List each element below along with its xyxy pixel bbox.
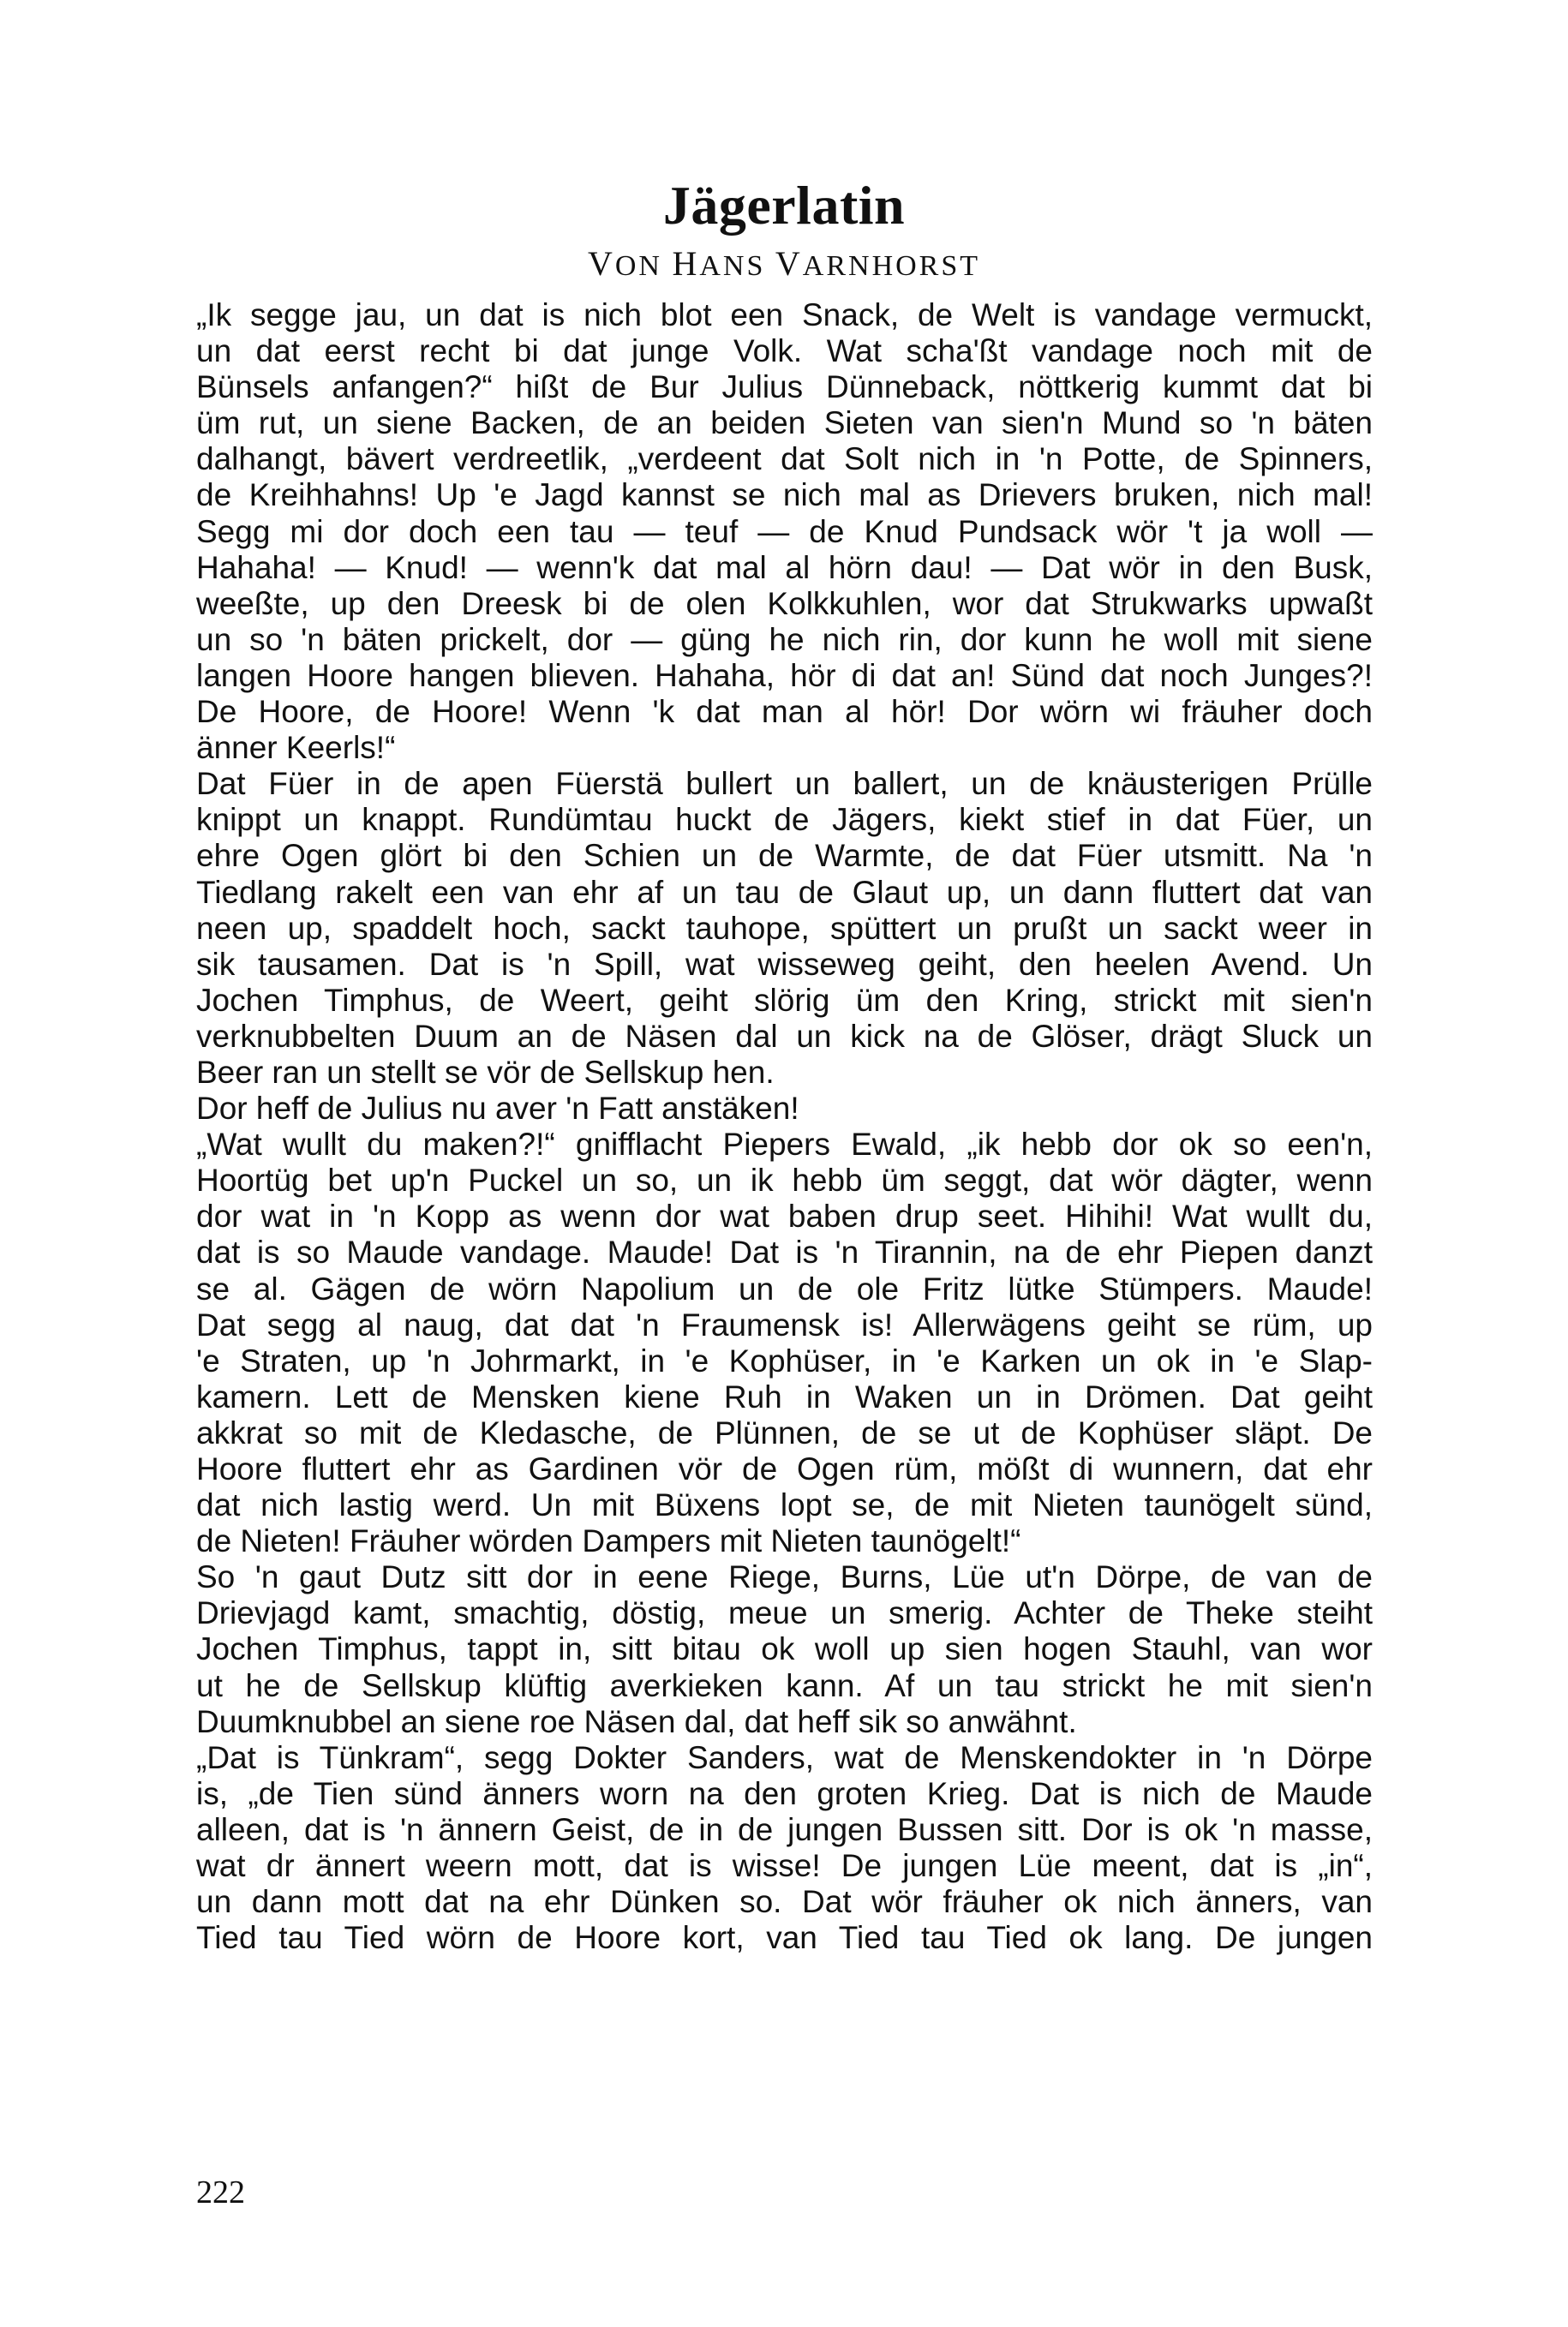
text-line: weeßte, up den Dreesk bi de olen Kolkkuhlen, wor dat Strukwarks upwaßt bbox=[196, 585, 1373, 621]
text-line: dat nich lastig werd. Un mit Büxens lopt se, de mit Nieten taunögelt sünd, bbox=[196, 1487, 1373, 1523]
text-line: Dat Füer in de apen Füerstä bullert un ballert, un de knäusterigen Prülle bbox=[196, 766, 1373, 802]
text-line: Hoortüg bet up'n Puckel un so, un ik hebb üm seggt, dat wör dägter, wenn bbox=[196, 1163, 1373, 1199]
author-part-2: ANS bbox=[699, 250, 775, 282]
text-line: 'e Straten, up 'n Johrmarkt, in 'e Kophüser, in 'e Karken un ok in 'e Slap- bbox=[196, 1343, 1373, 1379]
text-line: akkrat so mit de Kledasche, de Plünnen, de se ut de Kophüser släpt. De bbox=[196, 1415, 1373, 1451]
text-line: Dat segg al naug, dat dat 'n Fraumensk is! Allerwägens geiht se rüm, up bbox=[196, 1307, 1373, 1343]
article-title: Jägerlatin bbox=[662, 175, 906, 236]
author-initial-2: H bbox=[672, 244, 700, 283]
text-line: Hoore fluttert ehr as Gardinen vör de Ogen rüm, mößt di wunnern, dat ehr bbox=[196, 1451, 1373, 1487]
text-line: „Ik segge jau, un dat is nich blot een Snack, de Welt is vandage vermuckt, bbox=[196, 297, 1373, 332]
text-line: änner Keerls!“ bbox=[196, 730, 396, 766]
text-line: „Dat is Tünkram“, segg Dokter Sanders, wat de Menskendokter in 'n Dörpe bbox=[196, 1739, 1373, 1775]
text-line: Tiedlang rakelt een van ehr af un tau de Glaut up, un dann fluttert dat van bbox=[196, 874, 1373, 910]
text-line: de Nieten! Fräuher wörden Dampers mit Nieten taunögelt!“ bbox=[196, 1523, 1021, 1559]
text-line: langen Hoore hangen blieven. Hahaha, hör di dat an! Sünd dat noch Junges?! bbox=[196, 657, 1373, 693]
text-line: Drievjagd kamt, smachtig, döstig, meue un smerig. Achter de Theke steiht bbox=[196, 1595, 1373, 1631]
text-line: is, „de Tien sünd änners worn na den groten Krieg. Dat is nich de Maude bbox=[196, 1775, 1373, 1811]
text-line: kamern. Lett de Mensken kiene Ruh in Waken un in Drömen. Dat geiht bbox=[196, 1379, 1373, 1415]
text-line: knippt un knappt. Rundümtau huckt de Jägers, kiekt stief in dat Füer, un bbox=[196, 802, 1373, 838]
author-initial-3: V bbox=[775, 244, 803, 283]
text-line: üm rut, un siene Backen, de an beiden Sieten van sien'n Mund so 'n bäten bbox=[196, 405, 1373, 441]
text-line: dat is so Maude vandage. Maude! Dat is 'n Tirannin, na de ehr Piepen danzt bbox=[196, 1235, 1373, 1271]
article-author bbox=[0, 240, 1568, 290]
text-line: sik tausamen. Dat is 'n Spill, wat wisseweg geiht, den heelen Avend. Un bbox=[196, 946, 1373, 982]
text-line: dor wat in 'n Kopp as wenn dor wat baben drup seet. Hihihi! Wat wullt du, bbox=[196, 1199, 1373, 1235]
text-line: un dat eerst recht bi dat junge Volk. Wat scha'ßt vandage noch mit de bbox=[196, 333, 1373, 369]
text-line: un so 'n bäten prickelt, dor — güng he nich rin, dor kunn he woll mit siene bbox=[196, 621, 1373, 657]
text-line: Segg mi dor doch een tau — teuf — de Knud Pundsack wör 't ja woll — bbox=[196, 513, 1373, 549]
text-line: Hahaha! — Knud! — wenn'k dat mal al hörn dau! — Dat wör in den Busk, bbox=[196, 549, 1373, 585]
author-initial-1: V bbox=[587, 244, 615, 283]
text-line: se al. Gägen de wörn Napolium un de ole Fritz lütke Stümpers. Maude! bbox=[196, 1271, 1373, 1307]
body-text bbox=[196, 297, 1373, 1956]
text-line: de Kreihhahns! Up 'e Jagd kannst se nich mal as Drievers bruken, nich mal! bbox=[196, 477, 1373, 513]
text-line: Jochen Timphus, de Weert, geiht slörig üm den Kring, strickt mit sien'n bbox=[196, 982, 1373, 1018]
text-line: verknubbelten Duum an de Näsen dal un kick na de Glöser, drägt Sluck un bbox=[196, 1018, 1373, 1054]
text-line: dalhangt, bävert verdreetlik, „verdeent dat Solt nich in 'n Potte, de Spinners, bbox=[196, 441, 1373, 477]
text-line: Tied tau Tied wörn de Hoore kort, van Tied tau Tied ok lang. De jungen bbox=[196, 1920, 1373, 1956]
text-line: Beer ran un stellt se vör de Sellskup hen. bbox=[196, 1054, 775, 1090]
text-line: un dann mott dat na ehr Dünken so. Dat wör fräuher ok nich änners, van bbox=[196, 1884, 1373, 1920]
text-line: ehre Ogen glört bi den Schien un de Warmte, de dat Füer utsmitt. Na 'n bbox=[196, 838, 1373, 874]
text-line: neen up, spaddelt hoch, sackt tauhope, spüttert un prußt un sackt weer in bbox=[196, 910, 1373, 946]
text-line: Jochen Timphus, tappt in, sitt bitau ok woll up sien hogen Stauhl, van wor bbox=[196, 1631, 1373, 1667]
text-line: ut he de Sellskup klüftig averkieken kann. Af un tau strickt he mit sien'n bbox=[196, 1667, 1373, 1703]
text-line: Duumknubbel an siene roe Näsen dal, dat heff sik so anwähnt. bbox=[196, 1703, 1077, 1739]
text-line: wat dr ännert weern mott, dat is wisse! De jungen Lüe meent, dat is „in“, bbox=[196, 1848, 1373, 1884]
text-line: alleen, dat is 'n ännern Geist, de in de jungen Bussen sitt. Dor is ok 'n masse, bbox=[196, 1811, 1373, 1847]
author-part-1: ON bbox=[614, 250, 673, 282]
text-line: Dor heff de Julius nu aver 'n Fatt anstäken! bbox=[196, 1091, 799, 1127]
author-part-3: ARNHORST bbox=[802, 250, 981, 282]
text-line: Bünsels anfangen?“ hißt de Bur Julius Dünneback, nöttkerig kummt dat bi bbox=[196, 369, 1373, 405]
text-line: De Hoore, de Hoore! Wenn 'k dat man al hör! Dor wörn wi fräuher doch bbox=[196, 694, 1373, 730]
text-line: So 'n gaut Dutz sitt dor in eene Riege, Burns, Lüe ut'n Dörpe, de van de bbox=[196, 1559, 1373, 1595]
text-line: „Wat wullt du maken?!“ gnifflacht Piepers Ewald, „ik hebb dor ok so een'n, bbox=[196, 1127, 1373, 1163]
page-number: 222 bbox=[196, 2174, 245, 2210]
